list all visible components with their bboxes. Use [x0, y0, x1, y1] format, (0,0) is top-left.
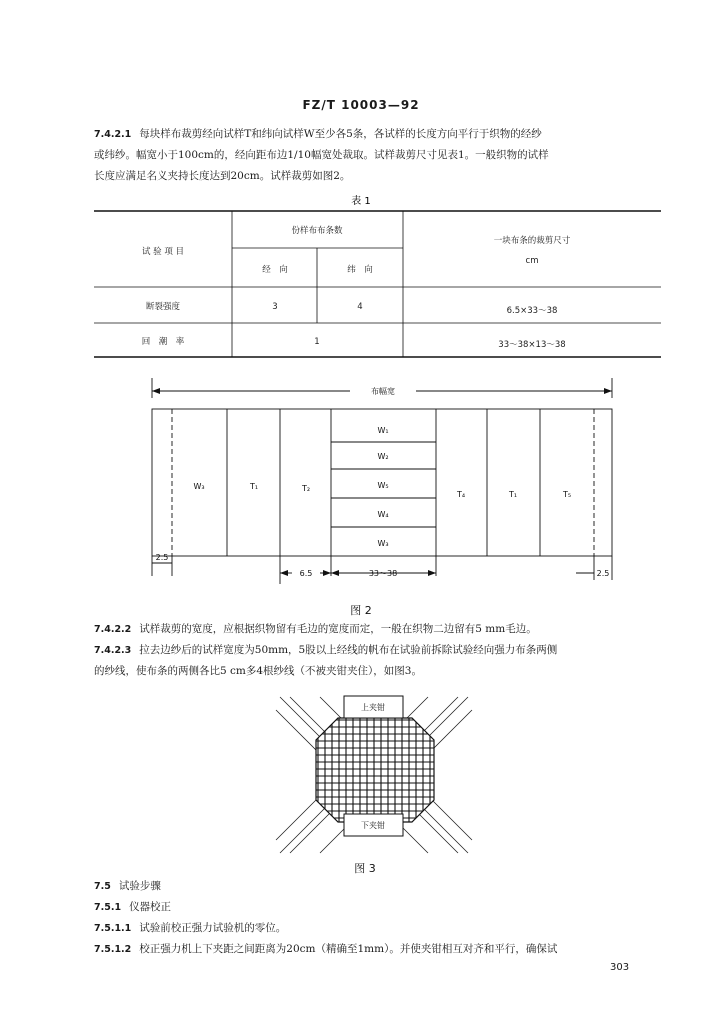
- paragraph-line: 拉去边纱后的试样宽度为50mm，5股以上经线的帆布在试验前拆除试验经向强力布条两侧: [139, 644, 558, 656]
- paragraph-line: 校正强力机上下夹距之间距离为20cm（精确至1mm）。并使夹钳相互对齐和平行，确保试: [139, 943, 558, 955]
- strip-label: T₁: [249, 482, 259, 491]
- yarn-line: [403, 828, 428, 853]
- clause-number: 7.5: [94, 881, 111, 892]
- paragraph-line: 试样裁剪的宽度，应根据织物留有毛边的宽度而定，一般在织物二边留有5 mm毛边。: [139, 623, 537, 635]
- dim-label: 2.5: [596, 569, 610, 578]
- yarn-line: [320, 828, 345, 853]
- paragraph-line: 试验前校正强力试验机的零位。: [139, 922, 287, 934]
- table-header-weft: 纬 向: [347, 265, 373, 275]
- table-header-warp: 经 向: [262, 265, 288, 275]
- table-cell-merged: 1: [314, 337, 320, 347]
- clause-number: 7.4.2.3: [94, 645, 132, 656]
- fabric-width-label: 布幅宽: [371, 387, 395, 396]
- table-cell-item: 断裂强度: [145, 302, 181, 312]
- dim-label: 6.5: [299, 569, 313, 578]
- stack-label: W₅: [377, 481, 389, 490]
- stack-label: W₁: [377, 426, 389, 435]
- table-header-unit: cm: [525, 256, 539, 266]
- section-heading: 仪器校正: [129, 901, 172, 913]
- clause-number: 7.5.1.1: [94, 923, 132, 934]
- dim-label: 2.5: [155, 553, 169, 562]
- dim-label: 33～38: [368, 569, 398, 578]
- figure-2-caption: 图 2: [350, 604, 372, 617]
- clause-number: 7.5.1.2: [94, 944, 132, 955]
- paragraph-line: 的纱线，使布条的两侧各比5 cm多4根纱线（不被夹钳夹住），如图3。: [94, 665, 422, 677]
- table-cell-size: 33～38×13～38: [498, 340, 566, 350]
- clause-number: 7.5.1: [94, 902, 122, 913]
- lower-clamp-label: 下夹钳: [361, 821, 385, 830]
- table-header-size: 一块布条的裁剪尺寸: [493, 236, 571, 246]
- stack-label: W₃: [377, 539, 389, 548]
- stack-label: W₄: [377, 510, 389, 519]
- table-caption: 表 1: [351, 196, 371, 207]
- stack-label: W₂: [377, 452, 389, 461]
- table-cell-warp: 3: [272, 302, 278, 312]
- table-cell-item: 回 潮 率: [141, 337, 185, 347]
- figure-3-caption: 图 3: [354, 862, 376, 875]
- page-header: FZ/T 10003—92: [302, 98, 420, 112]
- strip-label: T₁: [508, 490, 518, 499]
- paragraph-line: 长度应满足名义夹持长度达到20cm。试样裁剪如图2。: [94, 170, 351, 182]
- table-cell-weft: 4: [357, 302, 363, 312]
- fabric-grid: [316, 718, 434, 822]
- paragraph-line: 每块样布裁剪经向试样T和纬向试样W至少各5条，各试样的长度方向平行于织物的经纱: [139, 128, 542, 140]
- upper-clamp-label: 上夹钳: [361, 703, 385, 712]
- table-cell-size: 6.5×33～38: [506, 306, 558, 316]
- table-header-item: 试 验 项 目: [141, 247, 185, 257]
- strip-label: W₃: [193, 482, 205, 491]
- strip-label: T₅: [562, 490, 572, 499]
- table-header-group: 份样布布条数: [291, 226, 343, 236]
- page-number: 303: [610, 962, 630, 973]
- strip-label: T₂: [301, 484, 311, 493]
- section-7-5: [94, 876, 662, 960]
- section-heading: 试验步骤: [118, 880, 161, 892]
- clause-number: 7.4.2.2: [94, 624, 132, 635]
- paragraph-line: 或纬纱。幅宽小于100cm的，经向距布边1/10幅宽处裁取。试样裁剪尺寸见表1。一般织物的试样: [94, 149, 549, 161]
- strip-label: T₄: [456, 490, 466, 499]
- clause-number: 7.4.2.1: [94, 129, 132, 140]
